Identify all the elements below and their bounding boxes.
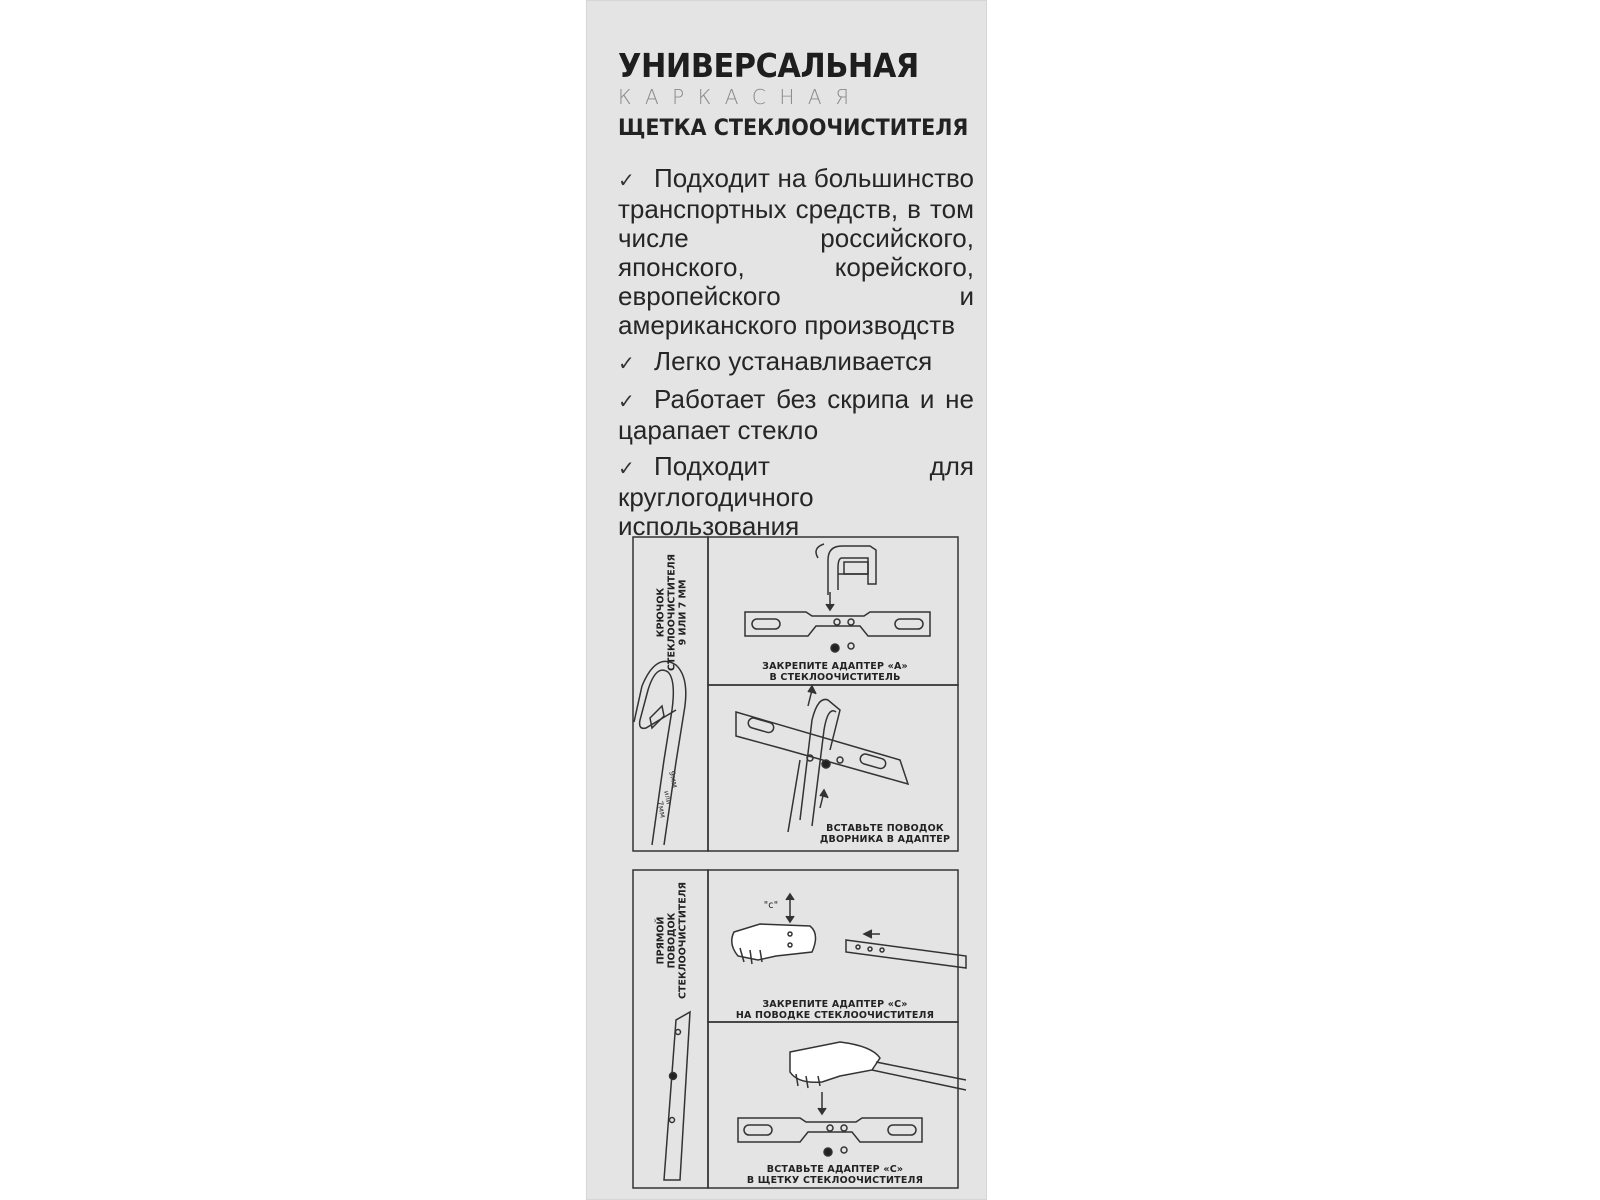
hook-size-or: или <box>662 790 673 805</box>
hook-size-9: 9мм <box>667 770 680 789</box>
straight-step1-caption <box>720 999 950 1021</box>
adapter-a-illustration <box>816 544 876 610</box>
caption-line: ЗАКРЕПИТЕ АДАПТЕР «С» <box>762 999 908 1010</box>
caption-line: ВСТАВЬТЕ АДАПТЕР «С» <box>766 1164 904 1175</box>
feature-text: Подходит на большинство транспортных средств, в том числе российского, японского, корейского, европейского и американского производств <box>618 163 974 340</box>
checkmark-icon: ✓ <box>618 456 635 480</box>
checkmark-icon: ✓ <box>618 168 635 192</box>
insert-adapter-c-illustration <box>738 1042 966 1156</box>
caption-line: ЗАКРЕПИТЕ АДАПТЕР «А» <box>762 661 908 672</box>
wiper-frame-illustration <box>745 612 930 652</box>
title-line-3: ЩЕТКА СТЕКЛООЧИСТИТЕЛЯ <box>618 116 969 141</box>
caption-line: В ЩЕТКУ СТЕКЛООЧИСТИТЕЛЯ <box>746 1175 924 1186</box>
checkmark-icon: ✓ <box>618 389 635 413</box>
hook-size-7: 7мм <box>655 800 668 819</box>
caption-line: НА ПОВОДКЕ СТЕКЛООЧИСТИТЕЛЯ <box>735 1010 935 1021</box>
straight-step2-caption <box>720 1164 950 1186</box>
hook-side-label <box>656 553 689 673</box>
straight-arm-illustration <box>664 1012 690 1180</box>
adapter-c-marker: "c" <box>763 900 779 911</box>
hook-side-label-line: КРЮЧОК <box>655 587 667 638</box>
caption-line: В СТЕКЛООЧИСТИТЕЛЬ <box>769 672 901 683</box>
hook-side-label-line: 9 ИЛИ 7 ММ <box>677 579 689 646</box>
checkmark-icon: ✓ <box>618 351 635 375</box>
hook-step2-caption <box>810 823 960 845</box>
hook-step1-caption <box>730 661 940 683</box>
straight-side-label <box>656 881 689 1001</box>
insert-arm-illustration <box>736 686 908 832</box>
feature-text: Легко устанавливается <box>654 346 933 376</box>
feature-text: Подходит для круглогодичного использования <box>618 451 974 541</box>
caption-line: ВСТАВЬТЕ ПОВОДОК <box>826 823 944 834</box>
hook-side-label-line: СТЕКЛООЧИСТИТЕЛЯ <box>666 554 678 671</box>
feature-text: Работает без скрипа и не царапает стекло <box>618 384 974 445</box>
title-line-1: УНИВЕРСАЛЬНАЯ <box>618 46 919 85</box>
straight-side-label-line: ПРЯМОЙ <box>655 916 667 965</box>
caption-line: ДВОРНИКА В АДАПТЕР <box>819 834 951 845</box>
straight-side-label-line: СТЕКЛООЧИСТИТЕЛЯ <box>677 882 689 999</box>
straight-side-label-line: ПОВОДОК <box>666 912 678 969</box>
title-line-2: КАРКАСНАЯ <box>618 85 863 109</box>
